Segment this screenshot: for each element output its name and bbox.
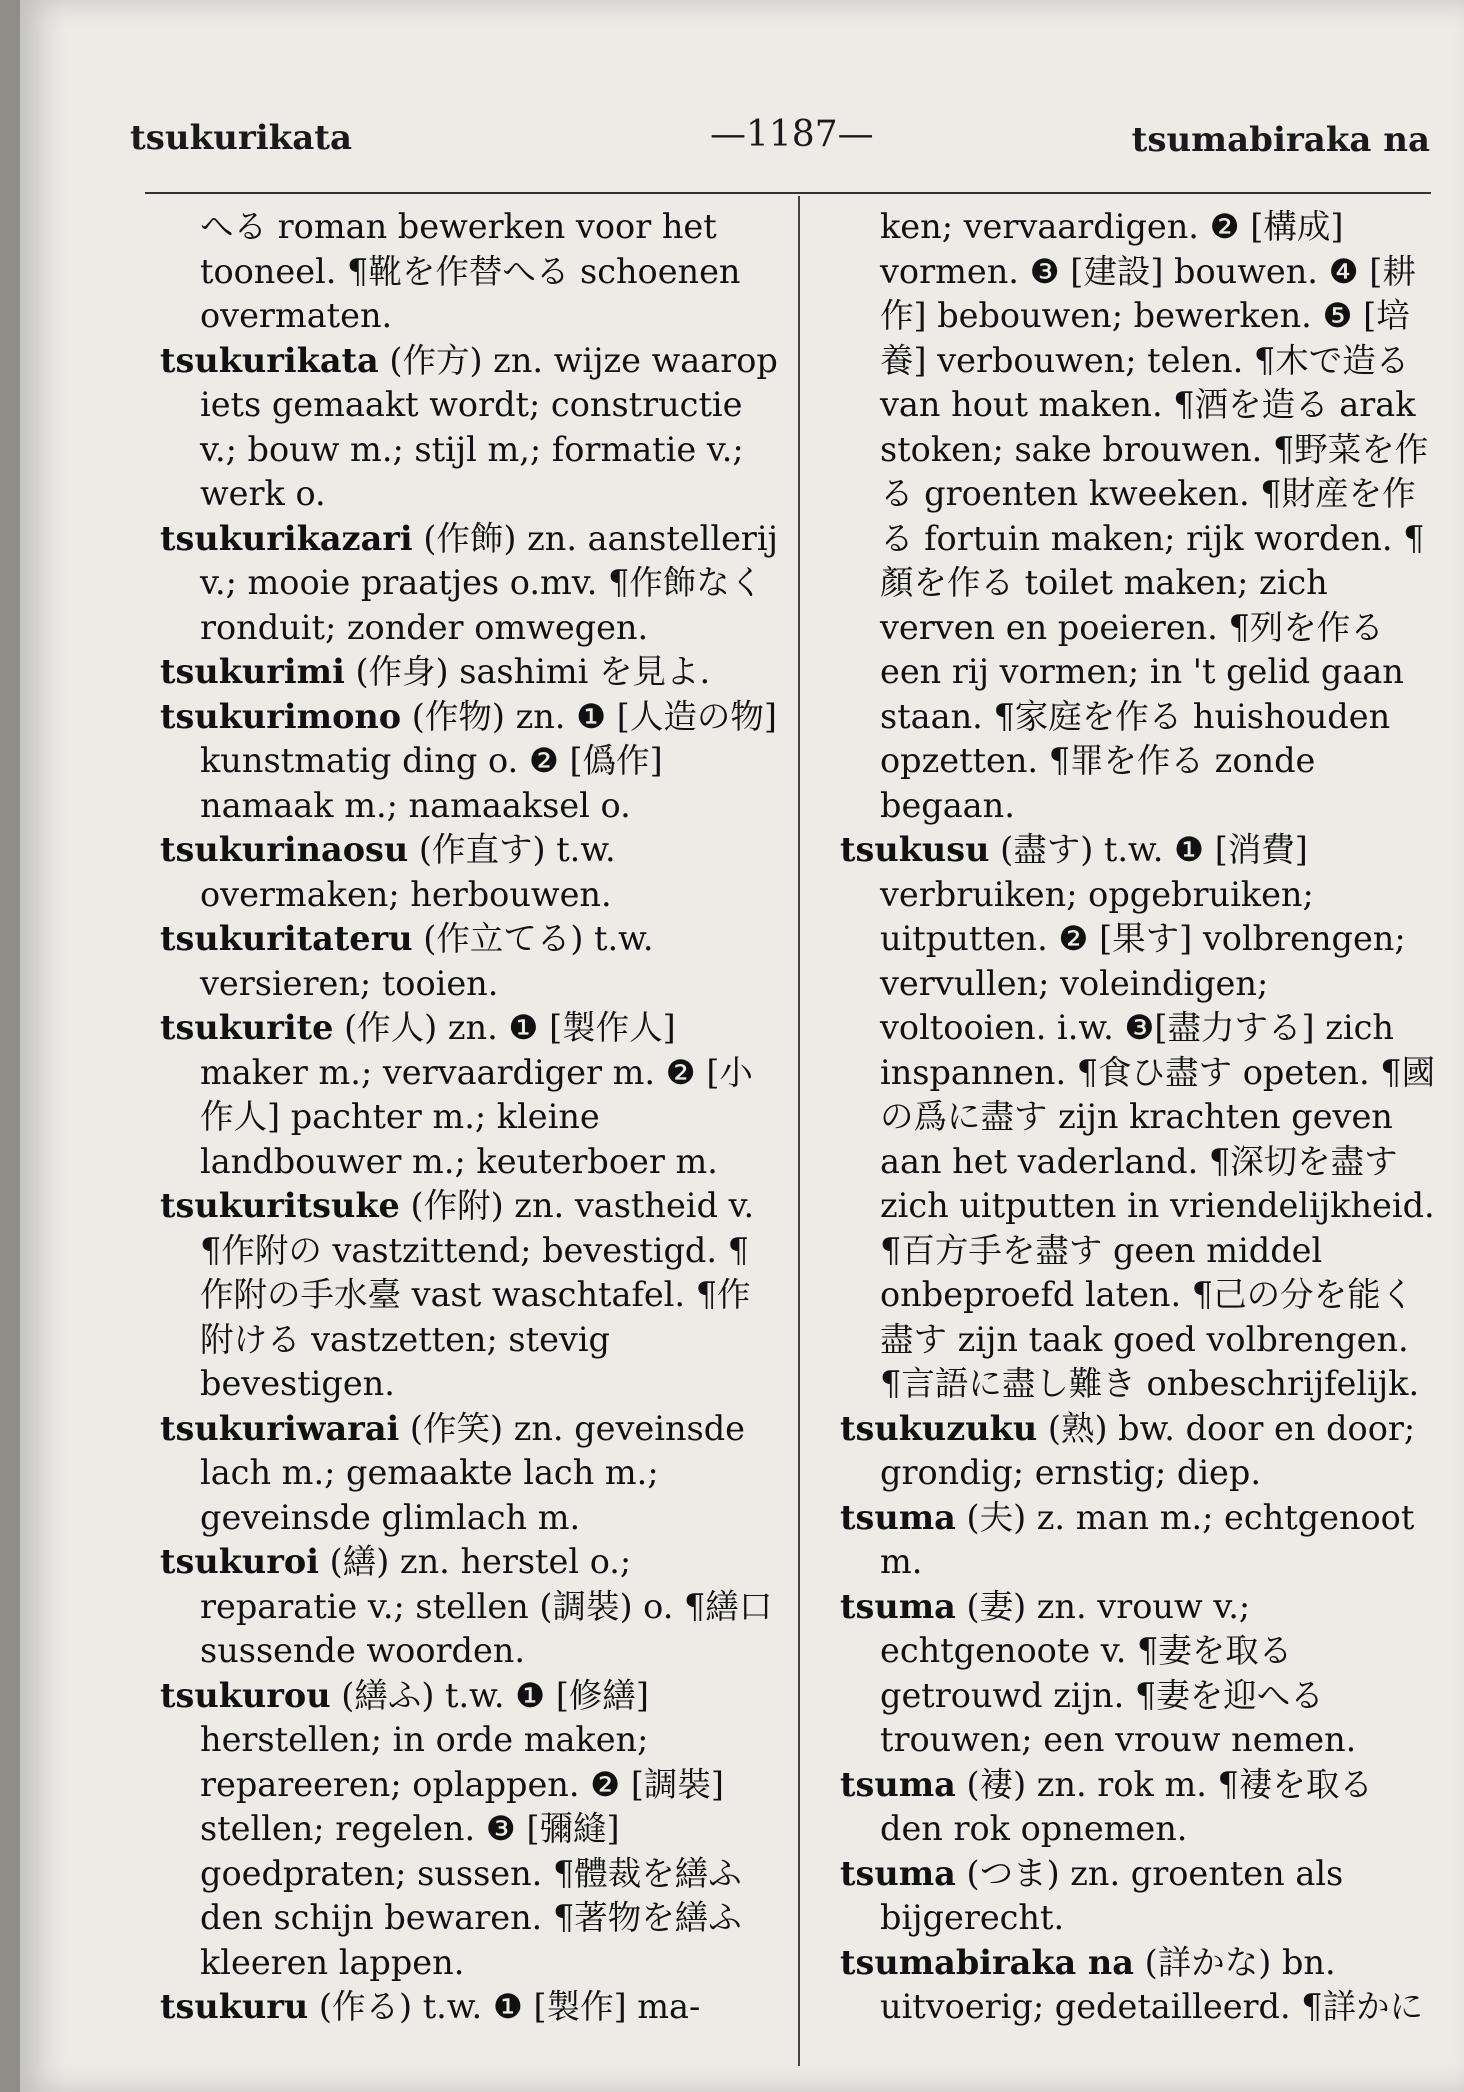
entry-definition: (作方) zn. wijze waarop iets gemaakt wordt; constructie v.; bouw m.; stijl m,; formatie v.; werk o. [200, 340, 778, 513]
entry-headword: tsukuzuku [840, 1408, 1038, 1448]
entry-headword: tsukuriwarai [160, 1408, 400, 1448]
entry-definition: (作立てる) t.w. versieren; tooien. [200, 919, 654, 1003]
entry-definition: (繕) zn. herstel o.; reparatie v.; stellen (調裝) o. ¶繕口 sussende woorden. [200, 1542, 773, 1670]
entry-definition: (作身) sashimi を見よ. [355, 652, 711, 691]
entry-headword: tsuma [840, 1853, 956, 1893]
dictionary-entry [160, 517, 778, 651]
dictionary-entry [840, 828, 1440, 1407]
entry-headword: tsukurimi [160, 652, 345, 691]
page-header [130, 114, 1430, 178]
dictionary-entry [160, 339, 778, 517]
entry-definition: (熟) bw. door en door; grondig; ernstig; diep. [880, 1408, 1416, 1492]
entry-headword: tsukuritsuke [160, 1186, 400, 1225]
entry-definition: へる roman bewerken voor het tooneel. ¶靴を作替へる schoenen overmaten. [200, 207, 741, 335]
entry-definition: (妻) zn. vrouw v.; echtgenoote v. ¶妻を取る getrouwd zijn. ¶妻を迎へる trouwen; een vrouw nemen. [880, 1586, 1357, 1759]
entry-headword: tsuma [840, 1586, 956, 1626]
entry-definition: (褄) zn. rok m. ¶褄を取る den rok opnemen. [880, 1764, 1373, 1848]
entry-headword: tsukurimono [160, 696, 402, 736]
dictionary-entry [160, 1407, 778, 1541]
entry-definition: (作物) zn. ❶ [人造の物] kunstmatig ding o. ❷ [僞作] namaak m.; namaaksel o. [200, 696, 777, 825]
entry-headword: tsukurikata [160, 340, 379, 380]
entry-definition: (作笑) zn. geveinsde lach m.; gemaakte lach m.; geveinsde glimlach m. [200, 1408, 746, 1537]
dictionary-entry [160, 828, 778, 917]
entry-definition: (繕ふ) t.w. ❶ [修繕] herstellen; in orde maken; repareeren; oplappen. ❷ [調裝] stellen; regelen. ❸ [彌縫] goedpraten; sussen. ¶體裁を繕ふ den schijn bewaren. ¶著物を繕ふ kleeren lappen. [200, 1675, 742, 1982]
dictionary-entry [160, 1985, 778, 2030]
dictionary-entry [840, 1496, 1440, 1585]
dictionary-entry [840, 1852, 1440, 1941]
entry-headword: tsuma [840, 1497, 956, 1537]
dictionary-entry [160, 1674, 778, 1986]
entry-headword: tsukuritateru [160, 919, 413, 958]
dictionary-entry [160, 695, 778, 829]
column-divider [798, 196, 800, 2066]
entry-headword: tsuma [840, 1764, 956, 1804]
entry-headword: tsukurikazari [160, 518, 413, 558]
left-column [160, 205, 778, 2030]
guide-word-right: tsumabiraka na [1131, 120, 1430, 160]
guide-word-left: tsukurikata [130, 118, 352, 158]
dictionary-entry [160, 917, 778, 1006]
entry-definition: (作飾) zn. aanstellerij v.; mooie praatjes o.mv. ¶作飾なく ronduit; zonder omwegen. [200, 518, 779, 647]
dictionary-entry [160, 1006, 778, 1184]
entry-definition: (夫) z. man m.; echtgenoot m. [880, 1497, 1415, 1581]
dictionary-entry [840, 1407, 1440, 1496]
entry-definition: (作附) zn. vastheid v. ¶作附の vastzittend; bevestigd. ¶作附の手水臺 vast waschtafel. ¶作附ける vastzetten; stevig bevestigen. [200, 1186, 755, 1403]
entry-headword: tsukuroi [160, 1542, 319, 1581]
dictionary-entry [160, 205, 778, 339]
dictionary-entry [160, 1184, 778, 1407]
entry-definition: (作る) t.w. ❶ [製作] ma- [318, 1987, 701, 2026]
entry-headword: tsukurite [160, 1008, 334, 1047]
entry-headword: tsukurinaosu [160, 830, 409, 869]
dictionary-entry [160, 650, 778, 695]
page-number: —1187— [710, 114, 874, 155]
header-rule [145, 192, 1431, 194]
entry-headword: tsukurou [160, 1675, 331, 1715]
entry-headword: tsukuru [160, 1987, 309, 2026]
dictionary-entry [840, 205, 1440, 828]
dictionary-entry [840, 1941, 1440, 2030]
entry-definition: (作直す) t.w. overmaken; herbouwen. [200, 830, 616, 914]
entry-definition: ken; vervaardigen. ❷ [構成] vormen. ❸ [建設] bouwen. ❹ [耕作] bebouwen; bewerken. ❺ [培養] verbouwen; telen. ¶木で造る van hout maken. ¶酒を造る arak stoken; sake brouwen. ¶野菜を作る groenten kweeken. ¶財産を作る fortuin maken; rijk worden. ¶顏を作る toilet maken; zich verven en poeieren. ¶列を作る een rij vormen; in 't gelid gaan staan. ¶家庭を作る huishouden opzetten. ¶罪を作る zonde begaan. [880, 207, 1429, 825]
dictionary-entry [160, 1540, 778, 1674]
dictionary-entry [840, 1585, 1440, 1763]
dictionary-page [20, 0, 1464, 2092]
entry-definition: (作人) zn. ❶ [製作人] maker m.; vervaardiger m. ❷ [小作人] pachter m.; kleine landbouwer m.; keuterboer m. [200, 1008, 753, 1181]
dictionary-entry [840, 1763, 1440, 1852]
entry-headword: tsukusu [840, 830, 990, 869]
entry-definition: (盡す) t.w. ❶ [消費] verbruiken; opgebruiken; uitputten. ❷ [果す] volbrengen; vervullen; voleindigen; voltooien. i.w. ❸[盡力する] zich inspannen. ¶食ひ盡す opeten. ¶國の爲に盡す zijn krachten geven aan het vaderland. ¶深切を盡す zich uitputten in vriendelijkheid. ¶百方手を盡す geen middel onbeproefd laten. ¶己の分を能く盡す zijn taak goed volbrengen. ¶言語に盡し難き onbeschrijfelijk. [880, 830, 1436, 1403]
entry-definition: (つま) zn. groenten als bijgerecht. [880, 1853, 1344, 1937]
entry-headword: tsumabiraka na [840, 1942, 1134, 1982]
right-column [840, 205, 1440, 2030]
entry-definition: (詳かな) bn. uitvoerig; gedetailleerd. ¶詳かに [880, 1942, 1424, 2026]
